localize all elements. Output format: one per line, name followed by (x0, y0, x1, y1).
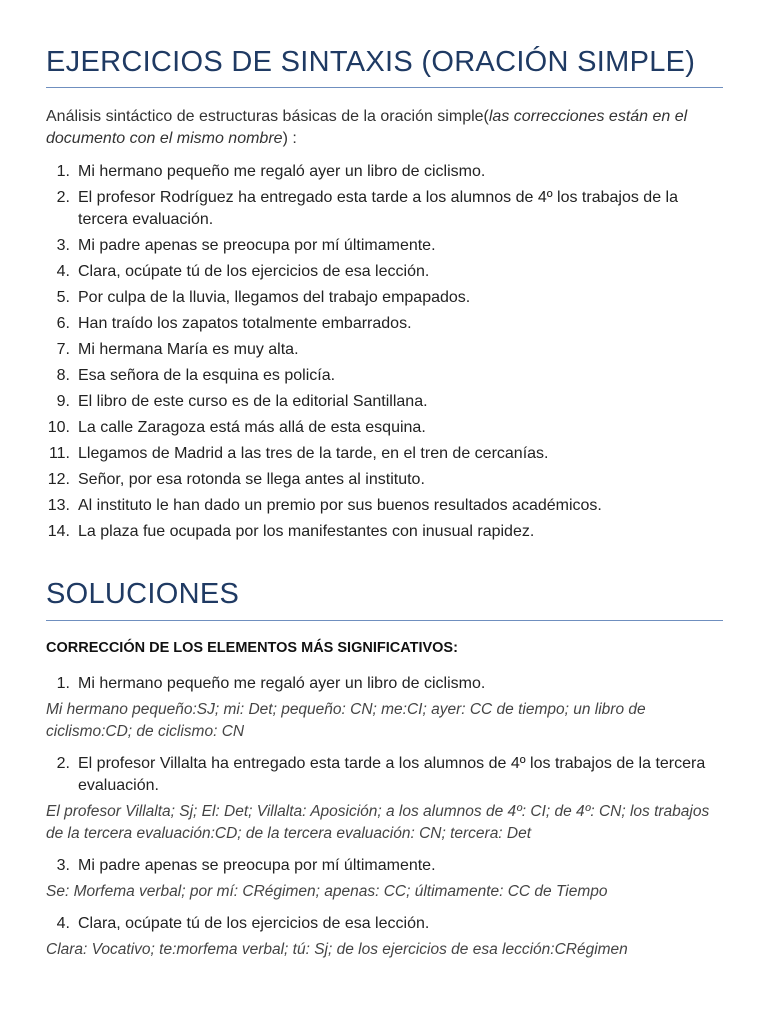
exercise-text: Esa señora de la esquina es policía. (78, 367, 336, 384)
intro-paragraph (46, 106, 726, 150)
solution-sentence-text: Mi padre apenas se preocupa por mí últimamente. (78, 857, 436, 874)
intro-suffix: ) : (282, 130, 297, 147)
solution-sentence (46, 753, 726, 797)
solution-number: 2. (56, 755, 70, 772)
exercise-text: Mi hermana María es muy alta. (78, 341, 299, 358)
exercise-item (46, 391, 726, 413)
exercise-item (46, 495, 726, 517)
exercise-number: 11. (48, 445, 70, 462)
exercise-text: Llegamos de Madrid a las tres de la tarde, en el tren de cercanías. (78, 445, 549, 462)
exercise-list (46, 161, 726, 547)
exercise-item (46, 521, 726, 543)
solution-number: 4. (56, 915, 70, 932)
exercise-number: 5. (56, 289, 70, 306)
intro-italic: las correcciones están en el documento con el mismo nombre (46, 108, 688, 147)
exercise-number: 7. (56, 341, 70, 358)
solutions-rule (46, 620, 723, 621)
exercise-number: 4. (56, 263, 70, 280)
exercise-text: Por culpa de la lluvia, llegamos del trabajo empapados. (78, 289, 471, 306)
exercise-item (46, 469, 726, 491)
page-title: EJERCICIOS DE SINTAXIS (ORACIÓN SIMPLE) (46, 46, 696, 78)
solution-item (46, 753, 726, 845)
exercise-item (46, 443, 726, 465)
exercise-text: Al instituto le han dado un premio por sus buenos resultados académicos. (78, 497, 602, 514)
exercise-item (46, 313, 726, 335)
exercise-number: 12. (47, 471, 70, 488)
solution-list (46, 673, 726, 971)
exercise-number: 2. (56, 189, 70, 206)
exercise-item (46, 187, 726, 231)
solution-number: 3. (56, 857, 70, 874)
exercise-text: El libro de este curso es de la editorial Santillana. (78, 393, 428, 410)
solution-sentence-text: Mi hermano pequeño me regaló ayer un libro de ciclismo. (78, 675, 486, 692)
exercise-text: Señor, por esa rotonda se llega antes al instituto. (78, 471, 425, 488)
exercise-item (46, 235, 726, 257)
exercise-number: 9. (56, 393, 70, 410)
solution-sentence (46, 673, 726, 695)
exercise-item (46, 261, 726, 283)
solution-item (46, 855, 726, 903)
exercise-item (46, 339, 726, 361)
solutions-title: SOLUCIONES (46, 578, 240, 610)
exercise-number: 14. (47, 523, 70, 540)
solution-sentence-text: El profesor Villalta ha entregado esta tarde a los alumnos de 4º los trabajos de la tercera evaluación. (78, 755, 706, 794)
exercise-number: 13. (47, 497, 70, 514)
exercise-number: 6. (56, 315, 70, 332)
exercise-text: La calle Zaragoza está más allá de esta esquina. (78, 419, 426, 436)
exercise-text: La plaza fue ocupada por los manifestantes con inusual rapidez. (78, 523, 535, 540)
title-rule (46, 87, 723, 88)
solution-sentence-text: Clara, ocúpate tú de los ejercicios de esa lección. (78, 915, 430, 932)
solution-analysis: Se: Morfema verbal; por mí: CRégimen; apenas: CC; últimamente: CC de Tiempo (46, 883, 608, 900)
exercise-text: Han traído los zapatos totalmente embarrados. (78, 315, 412, 332)
solution-sentence (46, 855, 726, 877)
exercise-item (46, 161, 726, 183)
exercise-text: Mi padre apenas se preocupa por mí últimamente. (78, 237, 436, 254)
intro-plain: Análisis sintáctico de estructuras básicas de la oración simple( (46, 108, 489, 125)
exercise-number: 8. (56, 367, 70, 384)
exercise-number: 10. (47, 419, 70, 436)
exercise-text: Clara, ocúpate tú de los ejercicios de esa lección. (78, 263, 430, 280)
exercise-text: El profesor Rodríguez ha entregado esta tarde a los alumnos de 4º los trabajos de la tercera evaluación. (78, 189, 678, 228)
exercise-number: 3. (56, 237, 70, 254)
solution-number: 1. (56, 675, 70, 692)
exercise-item (46, 365, 726, 387)
solution-analysis: Mi hermano pequeño:SJ; mi: Det; pequeño: CN; me:CI; ayer: CC de tiempo; un libro de ciclismo:CD; de ciclismo: CN (46, 701, 646, 740)
exercise-text: Mi hermano pequeño me regaló ayer un libro de ciclismo. (78, 163, 486, 180)
exercise-number: 1. (56, 163, 70, 180)
solution-sentence (46, 913, 726, 935)
solutions-subtitle: CORRECCIÓN DE LOS ELEMENTOS MÁS SIGNIFICATIVOS: (46, 640, 458, 656)
solution-analysis: El profesor Villalta; Sj; El: Det; Villalta: Aposición; a los alumnos de 4º: CI; de 4º: CN; los trabajos de la tercera evaluación:CD; de la tercera evaluación: CN; tercera: Det (46, 803, 710, 842)
solution-item (46, 913, 726, 961)
solution-item (46, 673, 726, 743)
solution-analysis: Clara: Vocativo; te:morfema verbal; tú: Sj; de los ejercicios de esa lección:CRégimen (46, 941, 628, 958)
exercise-item (46, 287, 726, 309)
exercise-item (46, 417, 726, 439)
